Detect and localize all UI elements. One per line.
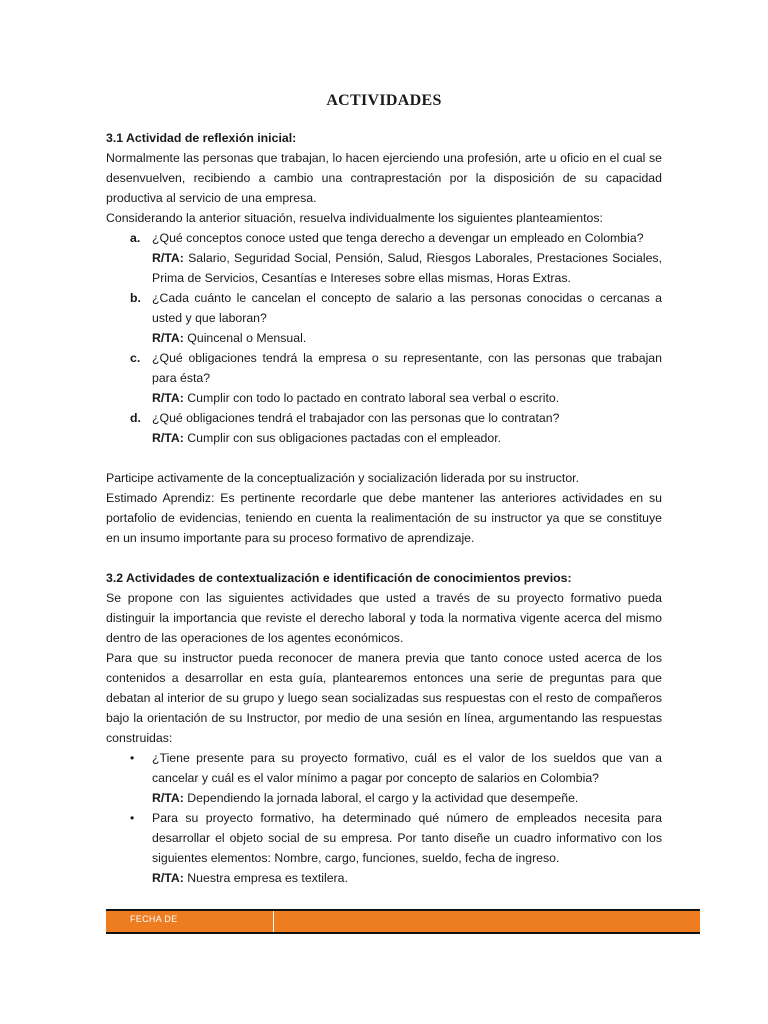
list-marker: a. [130,231,141,245]
rta-label: R/TA: [152,871,184,885]
answer-text: Dependiendo la jornada laboral, el cargo y la actividad que desempeñe. [187,791,579,805]
question-text: ¿Qué obligaciones tendrá la empresa o su representante, con las personas que trabajan para ésta? [152,351,662,385]
bullet-icon: • [130,751,135,765]
participation-notes [106,468,662,548]
bullet-icon: • [130,811,135,825]
answer-line [152,788,662,808]
answer-line [152,428,662,448]
answer-line [152,328,662,348]
list-item [106,748,662,808]
list-item [106,808,662,888]
section-reflexion-inicial [106,128,662,448]
list-item [106,348,662,408]
answer-text: Quincenal o Mensual. [187,331,307,345]
footer-label: FECHA DE [130,914,178,924]
answer-text: Salario, Seguridad Social, Pensión, Salud, Riesgos Laborales, Prestaciones Sociales, Prima de Servicios, Cesantías e Intereses sobre ellas mismas, Horas Extras. [152,251,662,285]
lead-paragraph: Considerando la anterior situación, resuelva individualmente los siguientes planteamientos: [106,211,603,225]
rta-label: R/TA: [152,391,184,405]
rta-label: R/TA: [152,331,184,345]
question-text: ¿Cada cuánto le cancelan el concepto de salario a las personas conocidas o cercanas a usted y que laboran? [152,291,662,325]
intro-paragraph: Normalmente las personas que trabajan, lo hacen ejerciendo una profesión, arte u oficio en el cual se desenvuelven, recibiendo a cambio una contraprestación por la disposición de su capacidad productiva al servicio de una empresa. [106,151,662,205]
purpose-paragraph: Se propone con las siguientes actividades que usted a través de su proyecto formativo pueda distinguir la importancia que reviste el derecho laboral y toda la normativa vigente acerca del mismo dentro de las operaciones de los agentes económicos. [106,591,662,645]
question-text: ¿Tiene presente para su proyecto formativo, cuál es el valor de los sueldos que van a cancelar y cuál es el valor mínimo a pagar por concepto de salarios en Colombia? [152,751,662,785]
rta-label: R/TA: [152,251,184,265]
list-marker: b. [130,291,141,305]
bullet-list [106,748,662,888]
answer-text: Nuestra empresa es textilera. [187,871,348,885]
list-item [106,408,662,448]
page-title: ACTIVIDADES [326,92,442,109]
footer-divider [273,911,274,932]
reminder-paragraph: Estimado Aprendiz: Es pertinente recordarle que debe mantener las anteriores actividades en su portafolio de evidencias, teniendo en cuenta la realimentación de su instructor ya que se constituye en un insumo importante para su proceso formativo de aprendizaje. [106,491,662,545]
list-marker: d. [130,411,141,425]
question-text: ¿Qué obligaciones tendrá el trabajador con las personas que lo contratan? [152,411,560,425]
answer-line [152,388,662,408]
list-item [106,228,662,288]
question-text: ¿Qué conceptos conoce usted que tenga derecho a devengar un empleado en Colombia? [152,231,644,245]
rta-label: R/TA: [152,791,184,805]
question-list [106,228,662,448]
instructions-paragraph: Para que su instructor pueda reconocer de manera previa que tanto conoce usted acerca de los contenidos a desarrollar en esta guía, plantearemos entonces una serie de preguntas para que debatan al interior de su grupo y luego sean socializadas sus respuestas con el resto de compañeros bajo la orientación de su Instructor, por medio de una sesión en línea, argumentando las respuestas construidas: [106,651,662,745]
answer-text: Cumplir con sus obligaciones pactadas con el empleador. [187,431,502,445]
answer-line [152,248,662,288]
section-contextualizacion [106,568,662,888]
list-marker: c. [130,351,141,365]
answer-line [152,868,662,888]
footer-table-bar [106,909,700,934]
list-item [106,288,662,348]
section-heading: 3.1 Actividad de reflexión inicial: [106,131,297,145]
section-heading: 3.2 Actividades de contextualización e identificación de conocimientos previos: [106,571,572,585]
answer-text: Cumplir con todo lo pactado en contrato laboral sea verbal o escrito. [187,391,560,405]
question-text: Para su proyecto formativo, ha determinado qué número de empleados necesita para desarrollar el objeto social de su empresa. Por tanto diseñe un cuadro informativo con los siguientes elementos: Nombre, cargo, funciones, sueldo, fecha de ingreso. [152,811,662,865]
participation-paragraph: Participe activamente de la conceptualización y socialización liderada por su instructor. [106,471,579,485]
rta-label: R/TA: [152,431,184,445]
